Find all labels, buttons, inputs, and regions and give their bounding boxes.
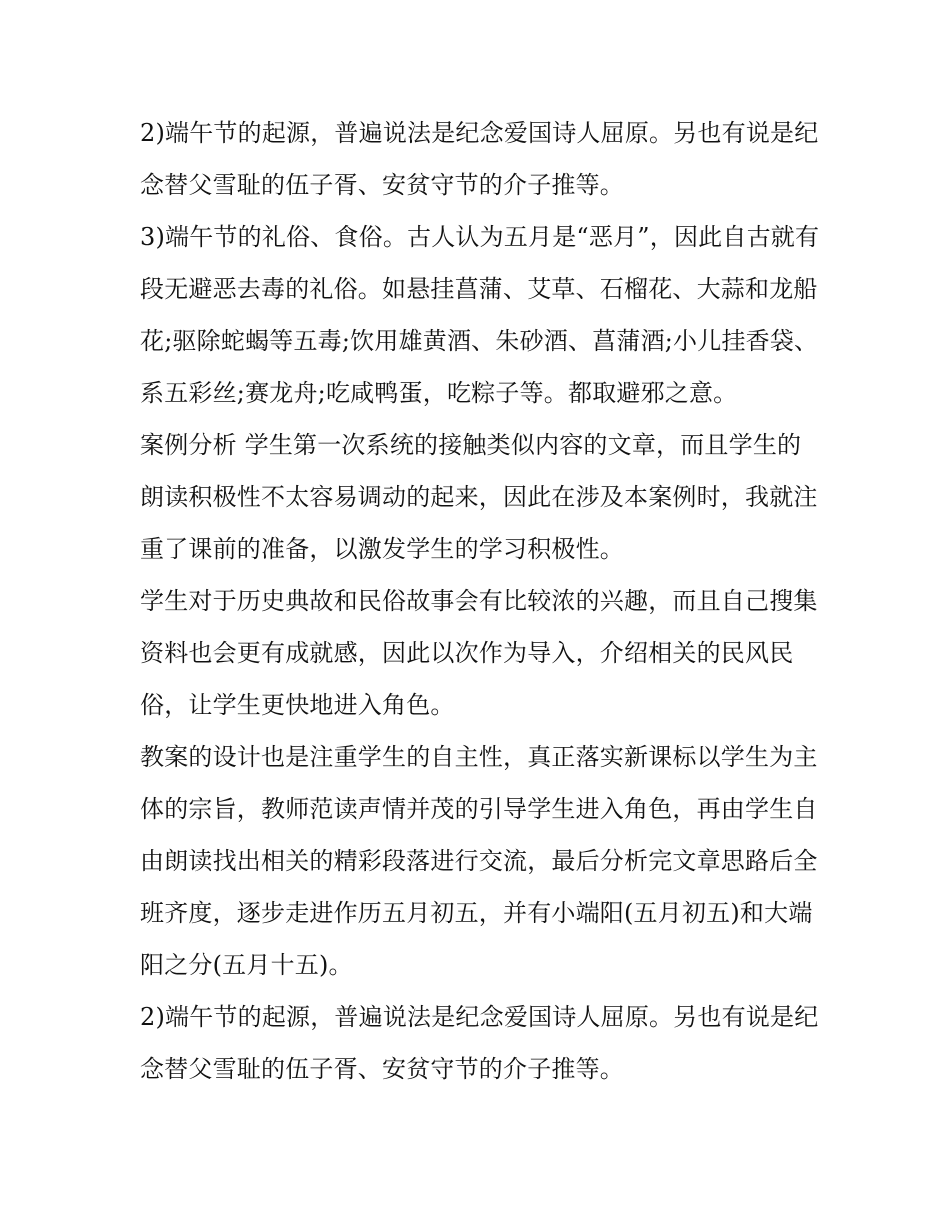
paragraph-origin: 2)端午节的起源，普遍说法是纪念爱国诗人屈原。另也有说是纪念替父雪耻的伍子胥、安贫守节的介子推等。 <box>140 119 819 199</box>
paragraph-lesson-design: 教案的设计也是注重学生的自主性，真正落实新课标以学生为主体的宗旨，教师范读声情并茂的引导学生进入角色，再由学生自由朗读找出相关的精彩段落进行交流，最后分析完文章思路后全班齐度，逐步走进作历五月初五，并有小端阳(五月初五)和大端阳之分(五月十五)。 <box>140 743 818 979</box>
document-page <box>140 107 820 1095</box>
paragraph-student-interest: 学生对于历史典故和民俗故事会有比较浓的兴趣，而且自己搜集资料也会更有成就感，因此以次作为导入，介绍相关的民风民俗，让学生更快地进入角色。 <box>140 587 818 719</box>
paragraph-case-analysis: 案例分析 学生第一次系统的接触类似内容的文章，而且学生的朗读积极性不太容易调动的起来，因此在涉及本案例时，我就注重了课前的准备，以激发学生的学习积极性。 <box>140 431 818 563</box>
paragraph-origin-repeat: 2)端午节的起源，普遍说法是纪念爱国诗人屈原。另也有说是纪念替父雪耻的伍子胥、安贫守节的介子推等。 <box>140 1003 819 1083</box>
paragraph-customs: 3)端午节的礼俗、食俗。古人认为五月是“恶月”，因此自古就有段无避恶去毒的礼俗。如悬挂菖蒲、艾草、石榴花、大蒜和龙船花;驱除蛇蝎等五毒;饮用雄黄酒、朱砂酒、菖蒲酒;小儿挂香袋、系五彩丝;赛龙舟;吃咸鸭蛋，吃粽子等。都取避邪之意。 <box>140 223 820 407</box>
